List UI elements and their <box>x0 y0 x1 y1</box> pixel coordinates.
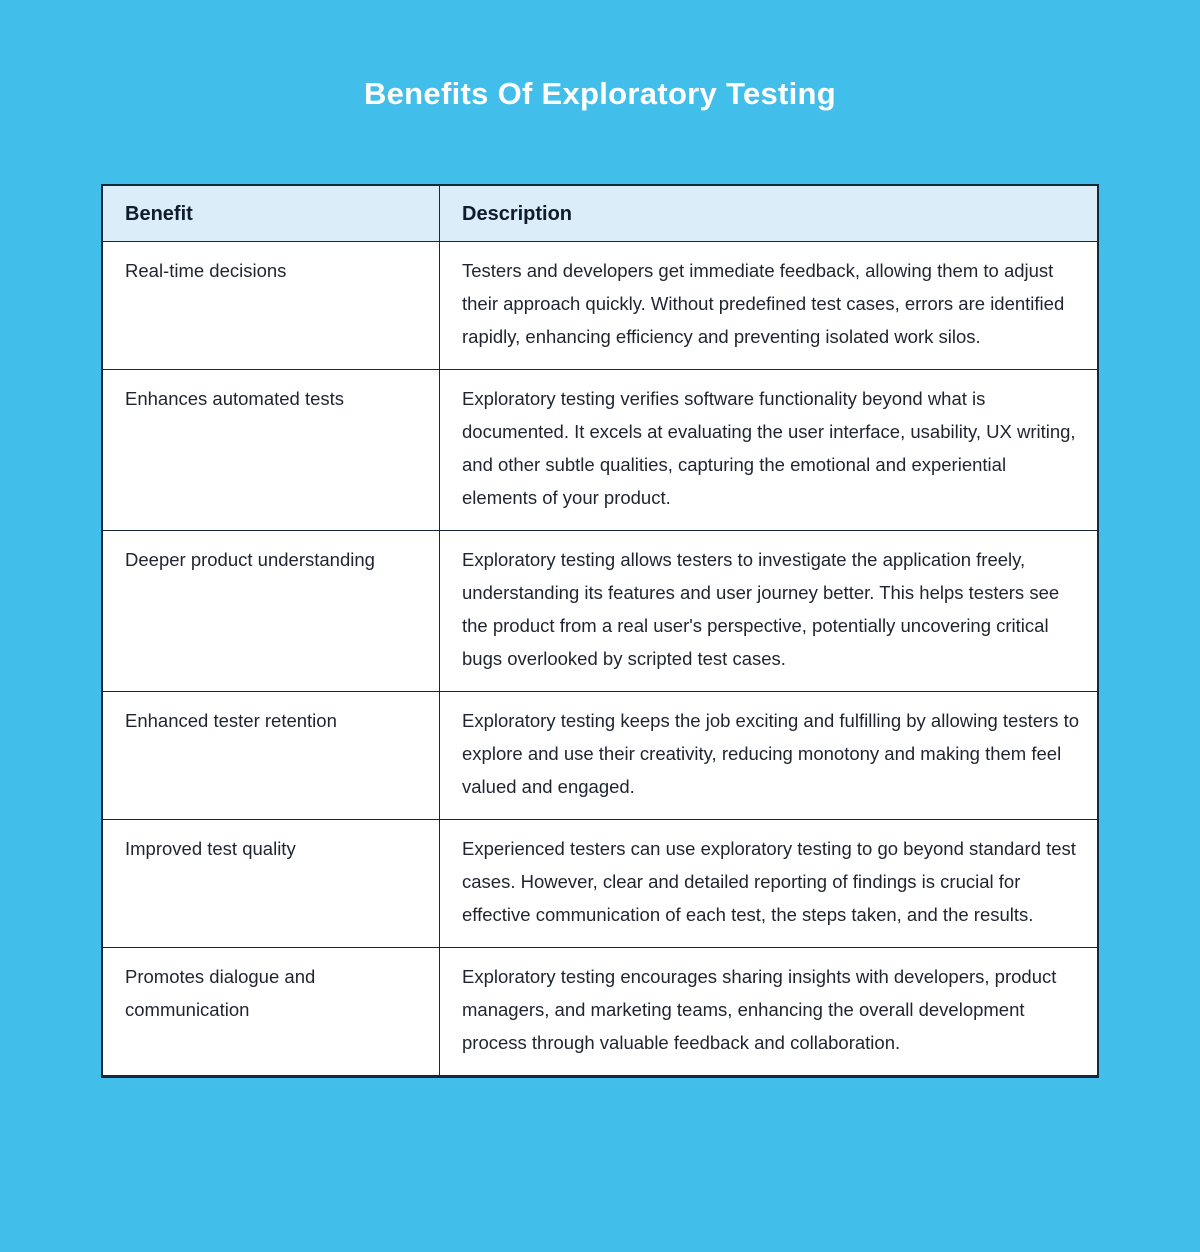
header-row <box>102 185 1098 242</box>
table-row <box>102 531 1098 692</box>
table-row <box>102 692 1098 820</box>
table-row <box>102 820 1098 948</box>
table-row <box>102 370 1098 531</box>
column-header-description: Description <box>440 185 1099 242</box>
benefit-cell: Enhances automated tests <box>102 370 440 531</box>
benefit-cell: Real-time decisions <box>102 242 440 370</box>
description-cell: Experienced testers can use exploratory testing to go beyond standard test cases. However, clear and detailed reporting of findings is crucial for effective communication of each test, the steps taken, and the results. <box>440 820 1099 948</box>
benefit-cell: Improved test quality <box>102 820 440 948</box>
table-body <box>102 242 1098 1077</box>
column-header-benefit: Benefit <box>102 185 440 242</box>
description-cell: Exploratory testing keeps the job exciting and fulfilling by allowing testers to explore and use their creativity, reducing monotony and making them feel valued and engaged. <box>440 692 1099 820</box>
description-cell: Exploratory testing allows testers to investigate the application freely, understanding its features and user journey better. This helps testers see the product from a real user's perspective, potentially uncovering critical bugs overlooked by scripted test cases. <box>440 531 1099 692</box>
description-cell: Testers and developers get immediate feedback, allowing them to adjust their approach quickly. Without predefined test cases, errors are identified rapidly, enhancing efficiency and preventing isolated work silos. <box>440 242 1099 370</box>
benefits-table <box>101 184 1099 1078</box>
table-row <box>102 242 1098 370</box>
table-header <box>102 185 1098 242</box>
description-cell: Exploratory testing verifies software functionality beyond what is documented. It excels at evaluating the user interface, usability, UX writing, and other subtle qualities, capturing the emotional and experiential elements of your product. <box>440 370 1099 531</box>
table-row <box>102 948 1098 1077</box>
benefit-cell: Deeper product understanding <box>102 531 440 692</box>
description-cell: Exploratory testing encourages sharing insights with developers, product managers, and marketing teams, enhancing the overall development process through valuable feedback and collaboration. <box>440 948 1099 1077</box>
page-title: Benefits Of Exploratory Testing <box>363 76 837 111</box>
benefit-cell: Promotes dialogue and communication <box>102 948 440 1077</box>
benefit-cell: Enhanced tester retention <box>102 692 440 820</box>
